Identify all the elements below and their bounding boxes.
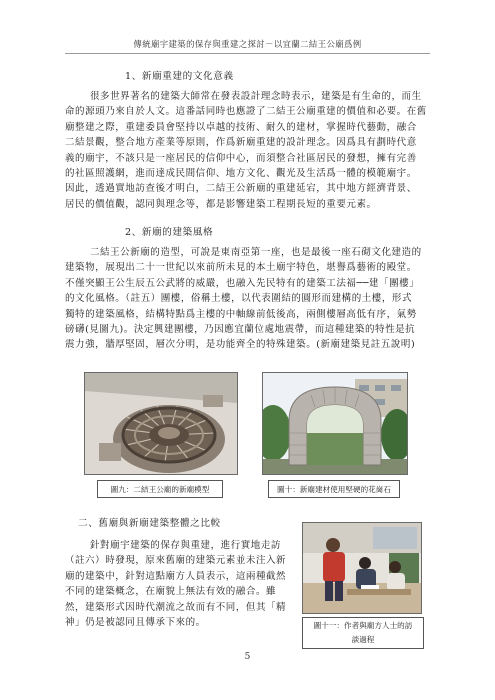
- paragraph-line: 的文化風格。（註五）團樓，俗稱土樓，以代表圍結的圓形而建構的土樓，形式: [65, 293, 413, 305]
- running-header: 傳統廟宇建築的保存與重建之探討－以宜蘭二結王公廟爲例: [133, 39, 362, 49]
- paragraph-line: 不僅突顯王公生辰五公武將的威嚴，也融入先民特有的建築工法福──建「團樓」: [65, 277, 420, 289]
- figure-10-caption: 圖十：新廟建材使用堅硬的花崗石: [268, 480, 400, 498]
- paragraph-line: 震力強，牆厚堅固，層次分明，是功能齊全的特殊建築。(新廟建築見註五說明): [65, 339, 416, 351]
- figure-11-caption: [302, 617, 424, 649]
- paragraph-line: 建築物，展現出二十一世紀以來前所未見的本土廟宇特色，堪譽爲藝術的殿堂。: [65, 262, 417, 274]
- figure-11-photo: [302, 522, 422, 614]
- paragraph-line: 因此，透過實地訪查後才明白，二結王公新廟的重建延宕，其中地方經濟背景、: [65, 183, 417, 195]
- header-rule: [65, 53, 430, 54]
- paragraph-line: 獨特的建築風格，結構特點爲主樓的中軸線前低後高，兩側樓層高低有序，氣勢: [65, 308, 417, 320]
- paragraph-line: 很多世界著名的建築大師常在發表設計理念時表示，建築是有生命的，而生: [90, 91, 422, 102]
- paragraph-line: 命的源頭乃來自於人文。這番話同時也應證了二結王公廟重建的價值和必要。在舊: [65, 106, 427, 118]
- paragraph-line: 針對廟宇建築的保存與重建，進行實地走訪: [90, 540, 281, 551]
- paragraph-line: 不同的建築概念，在廟貌上無法有效的融合。雖: [65, 586, 277, 598]
- paragraph-line: 廟的建築中，針對這點廟方人員表示，這兩種截然: [65, 570, 287, 582]
- paragraph-line: 的社區照護網，進而達成民間信仰、地方文化、觀光及生活爲一體的模範廟宇。: [65, 167, 417, 179]
- section-2-heading: 2、新廟的建築風格: [125, 227, 214, 238]
- paragraph-line: 神」仍是被認同且傳承下來的。: [65, 616, 206, 628]
- paragraph-line: 廟整建之際，重建委員會堅持以卓越的技術、耐久的建材，掌握時代藝動，融合: [65, 121, 417, 133]
- section-3-heading: 二、舊廟與新廟建築整體之比較: [78, 518, 221, 529]
- paragraph-line: 磅礴(見圖九)。決定興建團樓，乃因應宜蘭位處地震帶，而這種建築的特性是抗: [65, 323, 416, 335]
- section-1-heading: 1、新廟重建的文化意義: [125, 71, 234, 82]
- figure-11-caption-line-1: 圖十一：作者與廟方人士的訪: [313, 621, 413, 630]
- section-1-paragraph: [65, 89, 427, 212]
- paragraph-line: 然，建築形式因時代潮流之故而有不同，但其「精: [65, 601, 287, 613]
- page-number: 5: [244, 652, 251, 662]
- figure-11-caption-line-2: 談過程: [351, 635, 375, 644]
- section-2-paragraph: [65, 245, 422, 353]
- figure-9-caption: 圖九：二結王公廟的新廟模型: [97, 480, 223, 498]
- paragraph-line: 居民的價值觀，認同與理念等，都是影響建築工程期長短的重要元素。: [65, 198, 377, 210]
- section-3-paragraph: [65, 538, 286, 630]
- paragraph-line: 二結王公新廟的造型，可說是東南亞第一座，也是最後一座石砌文化建造的: [90, 247, 422, 258]
- figure-10-photo: [262, 372, 408, 475]
- figure-9-photo: [84, 372, 238, 475]
- paragraph-line: 二結景觀，整合地方產業等原則，作爲新廟重建的設計理念。因爲具有劃時代意: [65, 137, 417, 149]
- paragraph-line: 義的廟宇，不該只是一座居民的信仰中心，而須整合社區居民的發想，擁有完善: [65, 152, 417, 164]
- paragraph-line: （註六）時發現，原來舊廟的建築元素並未注入新: [65, 555, 287, 567]
